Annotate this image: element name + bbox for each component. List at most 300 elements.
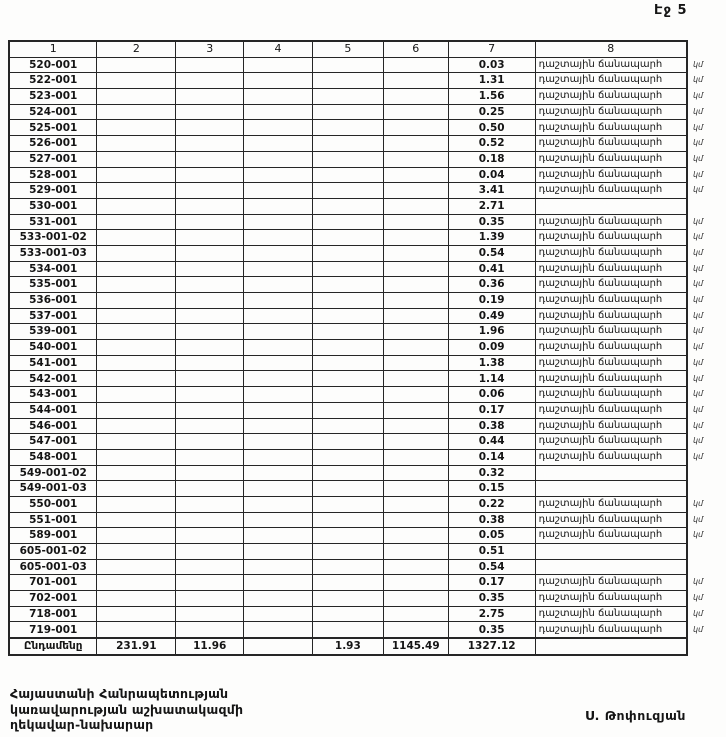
empty-cell (97, 434, 176, 450)
empty-cell (312, 622, 383, 638)
road-type-cell: դաշտային ճանապարհ (535, 449, 687, 465)
code-cell: 718-001 (9, 606, 97, 622)
table-row (9, 449, 725, 465)
road-type-cell: դաշտային ճանապարհ (535, 387, 687, 403)
road-type-cell: դաշտային ճանապարհ (535, 57, 687, 73)
value-cell: 2.75 (448, 606, 535, 622)
unit-note: կմ (692, 608, 704, 618)
value-cell: 1.38 (448, 355, 535, 371)
empty-cell (244, 104, 313, 120)
empty-cell (383, 528, 448, 544)
total-label-cell: Ընդամենը (9, 638, 97, 655)
unit-note: կմ (692, 279, 704, 289)
value-cell: 0.25 (448, 104, 535, 120)
empty-cell (383, 496, 448, 512)
road-type-cell: դաշտային ճանապարհ (535, 340, 687, 356)
empty-cell (312, 245, 383, 261)
road-type-cell: դաշտային ճանապարհ (535, 230, 687, 246)
empty-cell (383, 559, 448, 575)
code-cell: 701-001 (9, 575, 97, 591)
unit-note: կմ (692, 75, 704, 85)
empty-cell (97, 261, 176, 277)
road-type-cell: դաշտային ճանապարհ (535, 324, 687, 340)
empty-cell (176, 230, 244, 246)
table-row (9, 261, 725, 277)
empty-cell (383, 104, 448, 120)
empty-cell (176, 73, 244, 89)
table-row (9, 591, 725, 607)
empty-cell (176, 355, 244, 371)
road-type-cell: դաշտային ճանապարհ (535, 104, 687, 120)
empty-cell (244, 183, 313, 199)
value-cell: 0.50 (448, 120, 535, 136)
empty-cell (176, 167, 244, 183)
empty-cell (97, 230, 176, 246)
value-cell: 0.22 (448, 496, 535, 512)
empty-cell (176, 89, 244, 105)
table-row (9, 528, 725, 544)
empty-cell (176, 277, 244, 293)
empty-cell (176, 575, 244, 591)
column-header-6: 6 (383, 41, 448, 57)
empty-cell (383, 57, 448, 73)
empty-cell (97, 449, 176, 465)
empty-cell (312, 167, 383, 183)
empty-cell (312, 465, 383, 481)
code-cell: 551-001 (9, 512, 97, 528)
value-cell: 0.35 (448, 214, 535, 230)
value-cell: 0.35 (448, 622, 535, 638)
empty-cell (244, 151, 313, 167)
empty-cell (244, 591, 313, 607)
empty-cell (176, 496, 244, 512)
code-cell: 544-001 (9, 402, 97, 418)
empty-cell (176, 57, 244, 73)
empty-cell (97, 151, 176, 167)
empty-cell (383, 120, 448, 136)
empty-cell (244, 418, 313, 434)
table-row (9, 575, 725, 591)
empty-cell (244, 198, 313, 214)
road-type-cell: դաշտային ճանապարհ (535, 622, 687, 638)
value-cell: 0.49 (448, 308, 535, 324)
empty-cell (176, 293, 244, 309)
empty-cell (383, 512, 448, 528)
empty-cell (244, 449, 313, 465)
table-row (9, 245, 725, 261)
unit-note: կմ (692, 248, 704, 258)
empty-cell (312, 528, 383, 544)
value-cell: 1.96 (448, 324, 535, 340)
empty-cell (244, 387, 313, 403)
table-row (9, 418, 725, 434)
value-cell: 2.71 (448, 198, 535, 214)
empty-cell (176, 104, 244, 120)
empty-cell (244, 465, 313, 481)
empty-cell (176, 324, 244, 340)
empty-cell (244, 57, 313, 73)
unit-note: կմ (692, 326, 704, 336)
code-cell: 542-001 (9, 371, 97, 387)
code-cell: 605-001-03 (9, 559, 97, 575)
empty-cell (244, 324, 313, 340)
empty-cell (244, 293, 313, 309)
empty-cell (312, 293, 383, 309)
empty-cell (383, 89, 448, 105)
value-cell: 0.51 (448, 544, 535, 560)
empty-cell (383, 214, 448, 230)
empty-cell (176, 434, 244, 450)
empty-cell (383, 73, 448, 89)
empty-cell (244, 340, 313, 356)
empty-cell (97, 198, 176, 214)
code-cell: 522-001 (9, 73, 97, 89)
empty-cell (383, 340, 448, 356)
table-row (9, 167, 725, 183)
unit-note: կմ (692, 342, 704, 352)
table-row (9, 183, 725, 199)
value-cell: 0.38 (448, 512, 535, 528)
table-row (9, 214, 725, 230)
road-type-cell (535, 465, 687, 481)
unit-note-header-spacer (687, 41, 725, 57)
empty-cell (244, 355, 313, 371)
empty-cell (312, 214, 383, 230)
value-cell: 1.39 (448, 230, 535, 246)
unit-note: կմ (692, 295, 704, 305)
empty-cell (97, 481, 176, 497)
empty-cell (383, 230, 448, 246)
empty-cell (383, 449, 448, 465)
unit-note: կմ (692, 420, 704, 430)
road-type-cell: դաշտային ճանապարհ (535, 528, 687, 544)
table-row (9, 73, 725, 89)
value-cell: 0.06 (448, 387, 535, 403)
value-cell: 0.03 (448, 57, 535, 73)
empty-cell (383, 355, 448, 371)
unit-note: կմ (692, 624, 704, 634)
empty-cell (97, 245, 176, 261)
empty-cell (312, 136, 383, 152)
code-cell: 543-001 (9, 387, 97, 403)
empty-cell (244, 528, 313, 544)
empty-cell (244, 575, 313, 591)
empty-cell (312, 481, 383, 497)
table-row (9, 89, 725, 105)
road-type-cell: դաշտային ճանապարհ (535, 73, 687, 89)
table-row (9, 387, 725, 403)
empty-cell (176, 183, 244, 199)
code-cell: 534-001 (9, 261, 97, 277)
empty-cell (244, 73, 313, 89)
empty-cell (176, 371, 244, 387)
road-type-cell: դաշտային ճանապարհ (535, 167, 687, 183)
code-cell: 719-001 (9, 622, 97, 638)
code-cell: 535-001 (9, 277, 97, 293)
code-cell: 520-001 (9, 57, 97, 73)
table-row (9, 104, 725, 120)
unit-note: կմ (692, 373, 704, 383)
empty-cell (97, 544, 176, 560)
empty-cell (244, 481, 313, 497)
table-row (9, 324, 725, 340)
empty-cell (97, 528, 176, 544)
empty-cell (176, 308, 244, 324)
empty-cell (312, 434, 383, 450)
road-type-cell: դաշտային ճանապարհ (535, 89, 687, 105)
empty-cell (244, 512, 313, 528)
table-row (9, 57, 725, 73)
empty-cell (383, 575, 448, 591)
code-cell: 539-001 (9, 324, 97, 340)
empty-cell (312, 418, 383, 434)
empty-cell (176, 418, 244, 434)
empty-cell (97, 355, 176, 371)
signature-name: Ս. Թոփուզյան (585, 708, 686, 723)
empty-cell (383, 167, 448, 183)
road-type-cell: դաշտային ճանապարհ (535, 183, 687, 199)
table-row (9, 622, 725, 638)
empty-cell (312, 73, 383, 89)
empty-cell (312, 544, 383, 560)
empty-cell (97, 167, 176, 183)
value-cell: 0.09 (448, 340, 535, 356)
empty-cell (312, 151, 383, 167)
value-cell: 0.54 (448, 245, 535, 261)
column-header-2: 2 (97, 41, 176, 57)
value-cell: 0.38 (448, 418, 535, 434)
table-row (9, 340, 725, 356)
empty-cell (312, 340, 383, 356)
code-cell: 529-001 (9, 183, 97, 199)
empty-cell (312, 324, 383, 340)
empty-cell (244, 434, 313, 450)
empty-cell (312, 355, 383, 371)
column-header-3: 3 (176, 41, 244, 57)
unit-note: կմ (692, 91, 704, 101)
value-cell: 0.41 (448, 261, 535, 277)
unit-note (687, 544, 725, 560)
value-cell: 0.15 (448, 481, 535, 497)
empty-cell (312, 606, 383, 622)
empty-cell (244, 496, 313, 512)
empty-cell (312, 183, 383, 199)
empty-cell (383, 183, 448, 199)
code-cell: 531-001 (9, 214, 97, 230)
empty-cell (97, 465, 176, 481)
table-row (9, 198, 725, 214)
unit-note: կմ (692, 593, 704, 603)
total-value-cell: 1327.12 (448, 638, 535, 655)
road-type-cell (535, 198, 687, 214)
code-cell: 533-001-02 (9, 230, 97, 246)
table-header (9, 41, 725, 57)
code-cell: 702-001 (9, 591, 97, 607)
road-type-cell: դաշտային ճանապարհ (535, 261, 687, 277)
empty-cell (244, 402, 313, 418)
table-row (9, 606, 725, 622)
road-type-cell (535, 559, 687, 575)
empty-cell (176, 622, 244, 638)
empty-cell (244, 214, 313, 230)
total-value-cell: 1145.49 (383, 638, 448, 655)
total-value-cell: 11.96 (176, 638, 244, 655)
table-row (9, 402, 725, 418)
empty-cell (244, 606, 313, 622)
empty-cell (244, 89, 313, 105)
empty-cell (383, 418, 448, 434)
unit-note-spacer (687, 638, 725, 655)
header-row (9, 41, 725, 57)
empty-cell (383, 324, 448, 340)
table-body (9, 57, 725, 655)
code-cell: 525-001 (9, 120, 97, 136)
empty-cell (176, 559, 244, 575)
value-cell: 0.17 (448, 575, 535, 591)
table-row (9, 151, 725, 167)
unit-note: կմ (692, 122, 704, 132)
empty-cell (176, 136, 244, 152)
road-type-cell: դաշտային ճանապարհ (535, 434, 687, 450)
road-type-cell: դաշտային ճանապարհ (535, 293, 687, 309)
unit-note: կմ (692, 232, 704, 242)
unit-note: կմ (692, 310, 704, 320)
code-cell: 549-001-03 (9, 481, 97, 497)
road-type-cell: դաշտային ճանապարհ (535, 151, 687, 167)
empty-cell (176, 245, 244, 261)
value-cell: 0.52 (448, 136, 535, 152)
empty-cell (244, 230, 313, 246)
code-cell: 526-001 (9, 136, 97, 152)
unit-note: կմ (692, 389, 704, 399)
empty-cell (312, 402, 383, 418)
empty-cell (97, 340, 176, 356)
road-type-cell: դաշտային ճանապարհ (535, 575, 687, 591)
code-cell: 530-001 (9, 198, 97, 214)
unit-note: կմ (692, 514, 704, 524)
column-header-5: 5 (312, 41, 383, 57)
unit-note: կմ (692, 106, 704, 116)
code-cell: 589-001 (9, 528, 97, 544)
empty-cell (383, 245, 448, 261)
column-header-7: 7 (448, 41, 535, 57)
footer-line-3: ղեկավար-նախարար (10, 717, 154, 732)
value-cell: 1.31 (448, 73, 535, 89)
empty-cell (383, 151, 448, 167)
empty-cell (383, 402, 448, 418)
empty-cell (97, 57, 176, 73)
register-table (8, 40, 726, 656)
empty-cell (97, 371, 176, 387)
empty-cell (383, 606, 448, 622)
empty-cell (383, 481, 448, 497)
road-type-cell: դաշտային ճանապարհ (535, 245, 687, 261)
page-number-label: Էջ 5 (654, 3, 688, 18)
empty-cell (312, 308, 383, 324)
column-header-8: 8 (535, 41, 687, 57)
table-row (9, 434, 725, 450)
value-cell: 0.32 (448, 465, 535, 481)
value-cell: 0.36 (448, 277, 535, 293)
value-cell: 3.41 (448, 183, 535, 199)
table-row (9, 371, 725, 387)
unit-note: կմ (692, 577, 704, 587)
empty-cell (383, 465, 448, 481)
footer-line-2: կառավարության աշխատակազմի (10, 701, 244, 717)
table-row (9, 465, 725, 481)
unit-note: կմ (692, 169, 704, 179)
empty-cell (383, 387, 448, 403)
empty-cell (97, 575, 176, 591)
value-cell: 0.17 (448, 402, 535, 418)
value-cell: 0.04 (448, 167, 535, 183)
unit-note: կմ (692, 404, 704, 414)
code-cell: 541-001 (9, 355, 97, 371)
empty-cell (312, 57, 383, 73)
total-empty-cell (244, 638, 313, 655)
empty-cell (312, 104, 383, 120)
road-type-cell: դաշտային ճանապարհ (535, 136, 687, 152)
empty-cell (97, 89, 176, 105)
empty-cell (244, 120, 313, 136)
table-row (9, 120, 725, 136)
total-value-cell: 231.91 (97, 638, 176, 655)
empty-cell (312, 512, 383, 528)
empty-cell (312, 120, 383, 136)
value-cell: 0.05 (448, 528, 535, 544)
column-header-1: 1 (9, 41, 97, 57)
empty-cell (312, 198, 383, 214)
empty-cell (312, 261, 383, 277)
code-cell: 546-001 (9, 418, 97, 434)
road-type-cell: դաշտային ճանապարհ (535, 606, 687, 622)
empty-cell (97, 308, 176, 324)
value-cell: 0.44 (448, 434, 535, 450)
empty-cell (176, 120, 244, 136)
table-row (9, 293, 725, 309)
empty-cell (97, 324, 176, 340)
empty-cell (97, 606, 176, 622)
unit-note (687, 198, 725, 214)
empty-cell (312, 277, 383, 293)
table-row (9, 136, 725, 152)
empty-cell (176, 387, 244, 403)
table-row (9, 496, 725, 512)
code-cell: 524-001 (9, 104, 97, 120)
unit-note: կմ (692, 153, 704, 163)
code-cell: 523-001 (9, 89, 97, 105)
road-type-cell: դաշտային ճանապարհ (535, 496, 687, 512)
road-type-cell: դաշտային ճանապարհ (535, 512, 687, 528)
empty-cell (383, 544, 448, 560)
empty-cell (244, 136, 313, 152)
empty-cell (97, 418, 176, 434)
table-row (9, 308, 725, 324)
empty-cell (312, 559, 383, 575)
empty-cell (383, 308, 448, 324)
empty-cell (176, 512, 244, 528)
empty-cell (383, 198, 448, 214)
code-cell: 605-001-02 (9, 544, 97, 560)
unit-note: կմ (692, 499, 704, 509)
empty-cell (383, 136, 448, 152)
empty-cell (312, 575, 383, 591)
unit-note: կմ (692, 530, 704, 540)
unit-note (687, 481, 725, 497)
road-type-cell: դաշտային ճանապարհ (535, 418, 687, 434)
empty-cell (97, 293, 176, 309)
code-cell: 547-001 (9, 434, 97, 450)
